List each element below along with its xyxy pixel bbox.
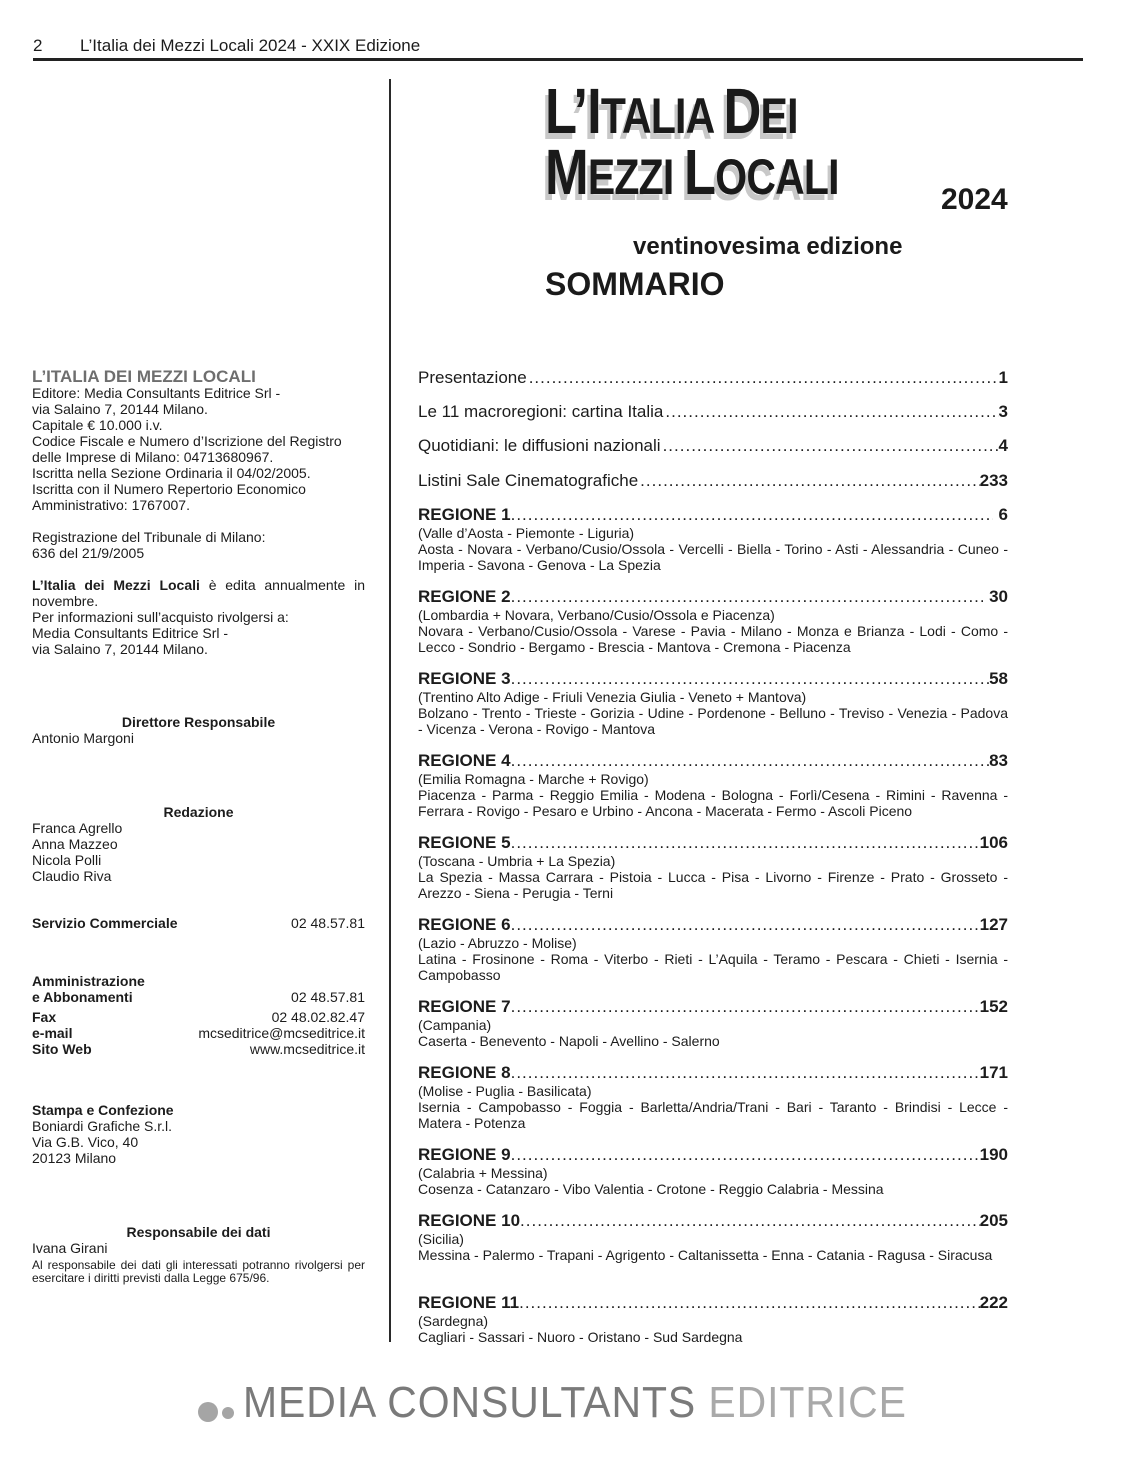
toc-region-7	[418, 997, 1008, 1049]
page-number: 2	[33, 36, 43, 55]
toc-region-6	[418, 915, 1008, 983]
region-cities: La Spezia - Massa Carrara - Pistoia - Lucca - Pisa - Livorno - Firenze - Prato - Grosseto - Arezzo - Siena - Perugia - Terni	[418, 869, 1008, 901]
toc-page: 4	[998, 436, 1008, 455]
toc-entry[interactable]: Presentazione ..... 1	[418, 368, 1008, 402]
toc-entry[interactable]: Le 11 macroregioni: cartina Italia ..... 3	[418, 402, 1008, 436]
region-areas: (Lazio - Abruzzo - Molise)	[418, 935, 577, 951]
toc-entry[interactable]: REGIONE 7 ..... 152	[418, 997, 1008, 1017]
leader-dots	[511, 505, 993, 525]
region-cities: Caserta - Benevento - Napoli - Avellino - Salerno	[418, 1033, 720, 1049]
toc-entry[interactable]: REGIONE 10 ..... 205	[418, 1211, 1008, 1231]
toc-entry[interactable]: REGIONE 8 ..... 171	[418, 1063, 1008, 1083]
contact-row: Fax 02 48.02.82.47	[32, 1009, 365, 1025]
region-areas: (Emilia Romagna - Marche + Rovigo)	[418, 771, 649, 787]
toc-region-4	[418, 751, 1008, 819]
region-cities: Cosenza - Catanzaro - Vibo Valentia - Crotone - Reggio Calabria - Messina	[418, 1181, 884, 1197]
leader-dots	[640, 471, 979, 491]
logo-dot-icon	[198, 1402, 218, 1422]
region-areas: (Molise - Puglia - Basilicata)	[418, 1083, 592, 1099]
director-heading: Direttore Responsabile	[121, 714, 276, 730]
region-areas: (Trentino Alto Adige - Friuli Venezia Giulia - Veneto + Mantova)	[418, 689, 807, 705]
logo-wordmark: MEDIA CONSULTANTS EDITRICE	[243, 1378, 907, 1427]
region-areas: (Sicilia)	[418, 1231, 464, 1247]
director-name: Antonio Margoni	[32, 730, 134, 746]
purchase-line: Media Consultants Editrice Srl -	[32, 625, 229, 641]
leader-dots	[665, 402, 998, 422]
publisher-line: Capitale € 10.000 i.v.	[32, 417, 163, 433]
leader-dots	[519, 1293, 980, 1313]
editor-name: Anna Mazzeo	[32, 836, 118, 852]
leader-dots	[511, 833, 980, 853]
admin-block	[32, 973, 365, 1057]
region-cities: Latina - Frosinone - Roma - Viterbo - Rieti - L’Aquila - Teramo - Pescara - Chieti - Isernia - Campobasso	[418, 951, 1008, 983]
leader-dots	[511, 1145, 980, 1165]
region-cities: Isernia - Campobasso - Foggia - Barletta/Andria/Trani - Bari - Taranto - Brindisi - Lecce - Matera - Potenza	[418, 1099, 1008, 1131]
region-areas: (Lombardia + Novara, Verbano/Cusio/Ossola e Piacenza)	[418, 607, 775, 623]
toc-entry[interactable]: REGIONE 3 ..... 58	[418, 669, 1008, 689]
region-cities: Piacenza - Parma - Reggio Emilia - Modena - Bologna - Forlì/Cesena - Rimini - Ravenna - Ferrara - Rovigo - Pesaro e Urbino - Ancona - Macerata - Fermo - Ascoli Piceno	[418, 787, 1008, 819]
region-cities: Messina - Palermo - Trapani - Agrigento - Caltanissetta - Enna - Catania - Ragusa - Siracusa	[418, 1247, 993, 1263]
publisher-line: Amministrativo: 1767007.	[32, 497, 190, 513]
commercial-row	[32, 915, 365, 931]
toc-entry[interactable]: Listini Sale Cinematografiche ..... 233	[418, 471, 1008, 505]
publisher-line: delle Imprese di Milano: 04713680967.	[32, 449, 274, 465]
toc-region-3	[418, 669, 1008, 737]
leader-dots	[511, 997, 980, 1017]
region-areas: (Valle d’Aosta - Piemonte - Liguria)	[418, 525, 635, 541]
editor-name: Claudio Riva	[32, 868, 112, 884]
section-title: SOMMARIO	[545, 266, 725, 302]
region-cities: Bolzano - Trento - Trieste - Gorizia - Udine - Pordenone - Belluno - Treviso - Venezia - Padova - Vicenza - Verona - Rovigo - Mantova	[418, 705, 1008, 737]
colophon-publisher	[32, 368, 365, 657]
region-cities: Novara - Verbano/Cusio/Ossola - Varese - Pavia - Milano - Monza e Brianza - Lodi - Como - Lecco - Sondrio - Bergamo - Brescia - Mantova - Cremona - Piacenza	[418, 623, 1008, 655]
commercial-label: Servizio Commerciale	[32, 915, 178, 931]
commercial-phone: 02 48.57.81	[291, 915, 365, 931]
editor-name: Nicola Polli	[32, 852, 102, 868]
region-cities: Cagliari - Sassari - Nuoro - Oristano - Sud Sardegna	[418, 1329, 743, 1345]
admin-phone: 02 48.57.81	[291, 989, 365, 1005]
contact-row: e-mail mcseditrice@mcseditrice.it	[32, 1025, 365, 1041]
region-areas: (Toscana - Umbria + La Spezia)	[418, 853, 616, 869]
masthead-line-1: L’ITALIA DEI	[545, 75, 798, 147]
purchase-line: Per informazioni sull’acquisto rivolgersi a:	[32, 609, 289, 625]
printing-heading: Stampa e Confezione	[32, 1102, 174, 1118]
editor-name: Franca Agrello	[32, 820, 123, 836]
toc-region-11	[418, 1293, 1008, 1345]
toc-entry[interactable]: REGIONE 9 ..... 190	[418, 1145, 1008, 1165]
masthead-line-2: MEZZI LOCALI	[545, 136, 839, 208]
toc-entry[interactable]: REGIONE 6 ..... 127	[418, 915, 1008, 935]
leader-dots	[511, 1063, 980, 1083]
registration-line: Registrazione del Tribunale di Milano:	[32, 529, 266, 545]
colophon-brand: L’ITALIA DEI MEZZI LOCALI	[32, 367, 256, 386]
contact-row: Sito Web www.mcseditrice.it	[32, 1041, 365, 1057]
publisher-line: via Salaino 7, 20144 Milano.	[32, 401, 208, 417]
email-link[interactable]: mcseditrice@mcseditrice.it	[198, 1025, 365, 1041]
toc-entry[interactable]: REGIONE 4 ..... 83	[418, 751, 1008, 771]
director-block	[32, 714, 365, 746]
data-officer-name: Ivana Girani	[32, 1240, 108, 1256]
toc-entry[interactable]: REGIONE 11 ..... 222	[418, 1293, 1008, 1313]
logo-dot-icon	[222, 1407, 234, 1419]
printing-line: Via G.B. Vico, 40	[32, 1134, 139, 1150]
toc-region-5	[418, 833, 1008, 901]
publisher-line: Iscritta con il Numero Repertorio Economico	[32, 481, 306, 497]
publisher-line: Codice Fiscale e Numero d’Iscrizione del Registro	[32, 433, 342, 449]
region-areas: (Calabria + Messina)	[418, 1165, 548, 1181]
toc-entry[interactable]: REGIONE 1 ..... 6	[418, 505, 1008, 525]
leader-dots	[511, 669, 989, 689]
printing-line: 20123 Milano	[32, 1150, 117, 1166]
toc-region-9	[418, 1145, 1008, 1197]
leader-dots	[511, 915, 980, 935]
publisher-line: Editore: Media Consultants Editrice Srl -	[32, 385, 281, 401]
toc-page: 3	[998, 402, 1008, 421]
leader-dots	[511, 751, 989, 771]
column-divider	[389, 79, 391, 1342]
editorial-heading: Redazione	[163, 804, 234, 820]
leader-dots	[511, 587, 983, 607]
edition-subtitle: ventinovesima edizione	[633, 233, 903, 260]
annual-note: L’Italia dei Mezzi Locali è edita annualmente in novembre.	[32, 577, 365, 609]
printing-line: Boniardi Grafiche S.r.l.	[32, 1118, 173, 1134]
region-areas: (Campania)	[418, 1017, 492, 1033]
toc-page: 1	[998, 368, 1008, 387]
registration-line: 636 del 21/9/2005	[32, 545, 145, 561]
toc-entry[interactable]: REGIONE 2 ..... 30	[418, 587, 1008, 607]
masthead-logo	[545, 75, 903, 208]
printing-block	[32, 1102, 365, 1166]
data-officer-block	[32, 1224, 365, 1285]
masthead-year: 2024	[941, 183, 1008, 216]
running-title: L’Italia dei Mezzi Locali 2024 - XXIX Edizione	[80, 36, 421, 55]
website-link[interactable]: www.mcseditrice.it	[249, 1041, 365, 1057]
purchase-line: via Salaino 7, 20144 Milano.	[32, 641, 208, 657]
toc-region-1	[418, 505, 1008, 573]
data-officer-note: Al responsabile dei dati gli interessati potranno rivolgersi per esercitare i diritti previsti dalla Legge 675/96.	[32, 1258, 365, 1285]
toc-region-10	[418, 1211, 1008, 1263]
toc-entry[interactable]: Quotidiani: le diffusioni nazionali ..... 4	[418, 436, 1008, 471]
admin-label: e Abbonamenti	[32, 989, 133, 1005]
region-cities: Aosta - Novara - Verbano/Cusio/Ossola - Vercelli - Biella - Torino - Asti - Alessandria - Cuneo - Imperia - Savona - Genova - La Spezia	[418, 541, 1008, 573]
toc-region-2	[418, 587, 1008, 655]
region-areas: (Sardegna)	[418, 1313, 489, 1329]
leader-dots	[529, 368, 999, 388]
toc-page: 233	[979, 471, 1008, 490]
editorial-block	[32, 804, 365, 884]
toc-region-8	[418, 1063, 1008, 1131]
leader-dots	[520, 1211, 980, 1231]
leader-dots	[663, 436, 999, 456]
toc-general	[418, 368, 1008, 505]
running-header	[33, 34, 1083, 61]
data-officer-heading: Responsabile dei dati	[126, 1224, 271, 1240]
admin-label: Amministrazione	[32, 973, 145, 989]
publisher-line: Iscritta nella Sezione Ordinaria il 04/02/2005.	[32, 465, 311, 481]
fax-value: 02 48.02.82.47	[271, 1009, 365, 1025]
toc-entry[interactable]: REGIONE 5 ..... 106	[418, 833, 1008, 853]
